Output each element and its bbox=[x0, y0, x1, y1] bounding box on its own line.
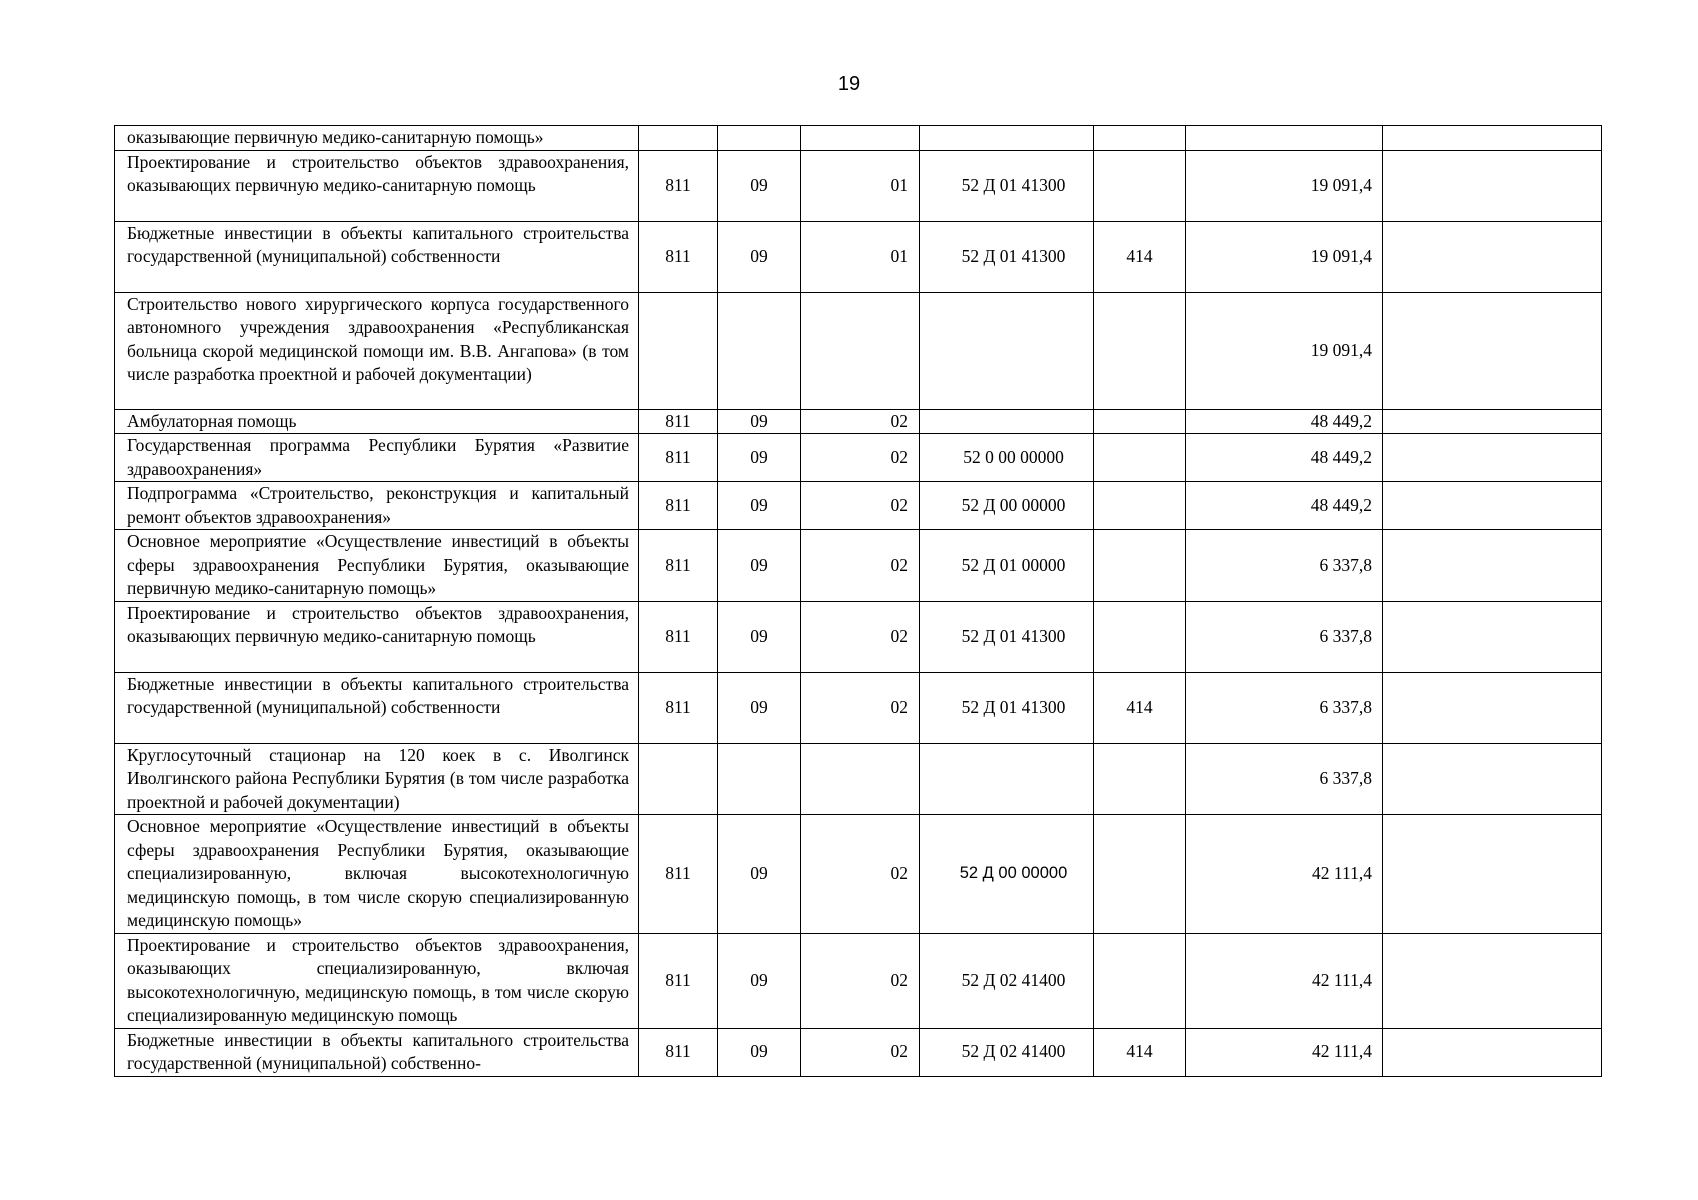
row-amount: 48 449,2 bbox=[1186, 409, 1383, 434]
table-row bbox=[115, 1028, 1602, 1076]
table-row bbox=[115, 409, 1602, 434]
row-section-code: 09 bbox=[718, 1028, 801, 1076]
row-extra bbox=[1383, 221, 1602, 292]
row-expense-type: 414 bbox=[1094, 672, 1186, 743]
row-section-code: 09 bbox=[718, 409, 801, 434]
row-subsection-code: 02 bbox=[801, 815, 920, 934]
page-number: 19 bbox=[837, 73, 861, 95]
row-extra bbox=[1383, 815, 1602, 934]
row-admin-code: 811 bbox=[639, 221, 718, 292]
row-target-code: 52 Д 01 00000 bbox=[920, 530, 1094, 602]
row-name: Бюджетные инвестиции в объекты капитального строительства государственной (муниципальной) собственно- bbox=[115, 1028, 639, 1076]
row-name: Бюджетные инвестиции в объекты капитального строительства государственной (муниципальной) собственности bbox=[115, 672, 639, 743]
table-row bbox=[115, 530, 1602, 602]
row-admin-code: 811 bbox=[639, 672, 718, 743]
row-expense-type bbox=[1094, 150, 1186, 221]
row-expense-type bbox=[1094, 815, 1186, 934]
row-expense-type bbox=[1094, 434, 1186, 482]
table-row bbox=[115, 150, 1602, 221]
row-admin-code bbox=[639, 126, 718, 151]
row-name: Основное мероприятие «Осуществление инвестиций в объекты сферы здравоохранения Республики Бурятия, оказывающие первичную медико-санитарную помощь» bbox=[115, 530, 639, 602]
row-target-code: 52 Д 01 41300 bbox=[920, 601, 1094, 672]
table-row bbox=[115, 434, 1602, 482]
budget-table bbox=[114, 125, 1602, 1077]
row-section-code: 09 bbox=[718, 221, 801, 292]
row-expense-type bbox=[1094, 743, 1186, 815]
row-section-code: 09 bbox=[718, 601, 801, 672]
row-subsection-code bbox=[801, 743, 920, 815]
row-extra bbox=[1383, 434, 1602, 482]
row-expense-type bbox=[1094, 601, 1186, 672]
row-expense-type bbox=[1094, 530, 1186, 602]
row-expense-type: 414 bbox=[1094, 1028, 1186, 1076]
row-subsection-code bbox=[801, 292, 920, 409]
row-name: оказывающие первичную медико-санитарную помощь» bbox=[115, 126, 639, 151]
row-target-code bbox=[920, 292, 1094, 409]
row-expense-type bbox=[1094, 409, 1186, 434]
row-subsection-code: 01 bbox=[801, 150, 920, 221]
row-target-code: 52 Д 00 00000 bbox=[920, 482, 1094, 530]
row-target-code: 52 Д 01 41300 bbox=[920, 150, 1094, 221]
row-expense-type bbox=[1094, 482, 1186, 530]
row-amount: 6 337,8 bbox=[1186, 601, 1383, 672]
row-amount: 19 091,4 bbox=[1186, 292, 1383, 409]
row-section-code: 09 bbox=[718, 672, 801, 743]
row-target-code: 52 Д 01 41300 bbox=[920, 672, 1094, 743]
row-target-code bbox=[920, 743, 1094, 815]
row-extra bbox=[1383, 933, 1602, 1028]
row-name: Бюджетные инвестиции в объекты капитального строительства государственной (муниципальной) собственности bbox=[115, 221, 639, 292]
row-amount: 6 337,8 bbox=[1186, 672, 1383, 743]
row-expense-type: 414 bbox=[1094, 221, 1186, 292]
table-row bbox=[115, 221, 1602, 292]
row-extra bbox=[1383, 126, 1602, 151]
row-section-code: 09 bbox=[718, 434, 801, 482]
row-subsection-code: 02 bbox=[801, 933, 920, 1028]
row-name: Государственная программа Республики Бурятия «Развитие здравоохранения» bbox=[115, 434, 639, 482]
row-admin-code: 811 bbox=[639, 933, 718, 1028]
row-subsection-code bbox=[801, 126, 920, 151]
row-amount: 6 337,8 bbox=[1186, 530, 1383, 602]
row-amount: 48 449,2 bbox=[1186, 434, 1383, 482]
table-row bbox=[115, 601, 1602, 672]
row-subsection-code: 02 bbox=[801, 530, 920, 602]
row-admin-code bbox=[639, 743, 718, 815]
table-row bbox=[115, 292, 1602, 409]
row-amount: 42 111,4 bbox=[1186, 1028, 1383, 1076]
row-extra bbox=[1383, 409, 1602, 434]
row-name: Проектирование и строительство объектов здравоохранения, оказывающих первичную медико-санитарную помощь bbox=[115, 601, 639, 672]
row-target-code bbox=[920, 409, 1094, 434]
row-extra bbox=[1383, 482, 1602, 530]
row-admin-code: 811 bbox=[639, 815, 718, 934]
row-extra bbox=[1383, 530, 1602, 602]
table-row bbox=[115, 482, 1602, 530]
row-amount: 48 449,2 bbox=[1186, 482, 1383, 530]
row-section-code bbox=[718, 126, 801, 151]
row-subsection-code: 02 bbox=[801, 601, 920, 672]
row-amount bbox=[1186, 126, 1383, 151]
row-subsection-code: 02 bbox=[801, 409, 920, 434]
row-admin-code bbox=[639, 292, 718, 409]
row-name: Круглосуточный стационар на 120 коек в с. Иволгинск Иволгинского района Республики Бурятия (в том числе разработка проектной и рабочей документации) bbox=[115, 743, 639, 815]
row-subsection-code: 02 bbox=[801, 672, 920, 743]
row-expense-type bbox=[1094, 933, 1186, 1028]
row-extra bbox=[1383, 292, 1602, 409]
row-subsection-code: 02 bbox=[801, 434, 920, 482]
row-admin-code: 811 bbox=[639, 482, 718, 530]
row-extra bbox=[1383, 743, 1602, 815]
row-amount: 42 111,4 bbox=[1186, 933, 1383, 1028]
row-name: Строительство нового хирургического корпуса государственного автономного учреждения здравоохранения «Республиканская больница скорой медицинской помощи им. В.В. Ангапова» (в том числе разработка проектной и рабочей документации) bbox=[115, 292, 639, 409]
row-extra bbox=[1383, 1028, 1602, 1076]
row-amount: 42 111,4 bbox=[1186, 815, 1383, 934]
row-amount: 19 091,4 bbox=[1186, 221, 1383, 292]
row-amount: 6 337,8 bbox=[1186, 743, 1383, 815]
row-expense-type bbox=[1094, 292, 1186, 409]
row-subsection-code: 02 bbox=[801, 1028, 920, 1076]
table-row bbox=[115, 672, 1602, 743]
row-extra bbox=[1383, 672, 1602, 743]
row-admin-code: 811 bbox=[639, 434, 718, 482]
row-section-code: 09 bbox=[718, 933, 801, 1028]
row-admin-code: 811 bbox=[639, 1028, 718, 1076]
row-target-code: 52 0 00 00000 bbox=[920, 434, 1094, 482]
table-row bbox=[115, 743, 1602, 815]
row-admin-code: 811 bbox=[639, 530, 718, 602]
table-row bbox=[115, 933, 1602, 1028]
row-admin-code: 811 bbox=[639, 601, 718, 672]
row-section-code bbox=[718, 292, 801, 409]
row-name: Проектирование и строительство объектов здравоохранения, оказывающих специализированную, включая высокотехнологичную, медицинскую помощь, в том числе скорую специализированную медицинскую помощь bbox=[115, 933, 639, 1028]
row-admin-code: 811 bbox=[639, 409, 718, 434]
row-section-code bbox=[718, 743, 801, 815]
row-name: Подпрограмма «Строительство, реконструкция и капитальный ремонт объектов здравоохранения» bbox=[115, 482, 639, 530]
row-section-code: 09 bbox=[718, 482, 801, 530]
row-section-code: 09 bbox=[718, 815, 801, 934]
table-row bbox=[115, 126, 1602, 151]
row-target-code: 52 Д 00 00000 bbox=[920, 815, 1094, 934]
row-name: Основное мероприятие «Осуществление инвестиций в объекты сферы здравоохранения Республики Бурятия, оказывающие специализированную, включая высокотехнологичную медицинскую помощь, в том числе скорую специализированную медицинскую помощь» bbox=[115, 815, 639, 934]
row-subsection-code: 02 bbox=[801, 482, 920, 530]
row-target-code: 52 Д 02 41400 bbox=[920, 1028, 1094, 1076]
row-target-code bbox=[920, 126, 1094, 151]
row-expense-type bbox=[1094, 126, 1186, 151]
row-section-code: 09 bbox=[718, 530, 801, 602]
row-section-code: 09 bbox=[718, 150, 801, 221]
row-subsection-code: 01 bbox=[801, 221, 920, 292]
row-extra bbox=[1383, 150, 1602, 221]
row-target-code: 52 Д 01 41300 bbox=[920, 221, 1094, 292]
row-extra bbox=[1383, 601, 1602, 672]
row-name: Проектирование и строительство объектов здравоохранения, оказывающих первичную медико-санитарную помощь bbox=[115, 150, 639, 221]
row-amount: 19 091,4 bbox=[1186, 150, 1383, 221]
table-row bbox=[115, 815, 1602, 934]
row-admin-code: 811 bbox=[639, 150, 718, 221]
row-target-code: 52 Д 02 41400 bbox=[920, 933, 1094, 1028]
row-name: Амбулаторная помощь bbox=[115, 409, 639, 434]
